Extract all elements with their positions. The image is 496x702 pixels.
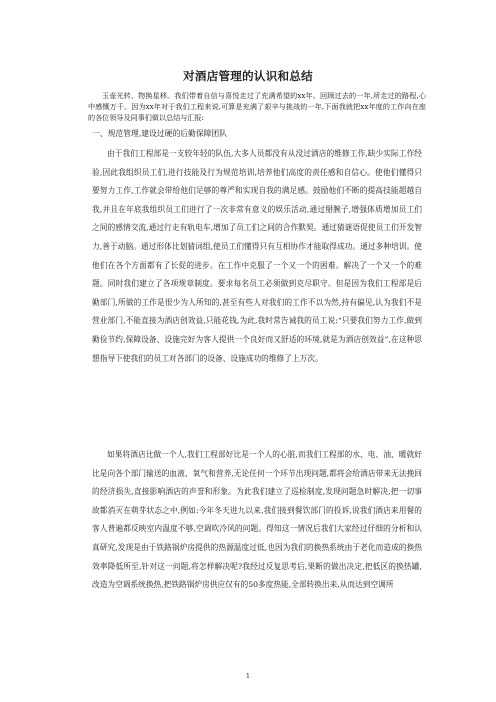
intro-paragraph: 玉壶光转、物换星移。我们带着自信与喜悦走过了充满希望的xx年。回顾过去的一年,所走过的路程,心中感慨万千。因为xx年对于我们工程来说,可算是充满了艰辛与挑战的一年,下面我就把xx年度的工作向在座的各位领导及同事们做以总结与汇报: [88, 91, 426, 122]
page-number: 1 [245, 672, 251, 680]
section-heading: 一、规范管理,建设过硬的后勤保障团队 [92, 129, 228, 138]
body-paragraph-1: 由于我们工程部是一支较年轻的队伍,大多人员都没有从没过酒店的维修工作,缺少实际工作经验,因此我组织员工们,进行技能及行为规范培训,培养他们高度的责任感和自信心。使他们懂得只要努力工作,工作就会带给他们足够的尊严和实现自我的满足感。鼓励他们不断的提高技能超越自我,并且在年底我组织员工们进行了一次非常有意义的娱乐活动,通过掰腕子,增强体质增加员工们之间的感情交流,通过行走有轨电车,增加了员工们之间的合作默契。通过猜谜语促使员工们开发智力,善于动脑。通过形体比划猜词组,使员工们懂得只有互相协作才能取得成功。通过多种培训。使他们在各个方面都有了长促的进步。在工作中克服了一个又一个的困难。解决了一个又一个的难题。同时我们建立了各项规章制度。要求每名员工必须做到克尽职守。但是因为我们工程部是后勤部门,所做的工作是很少为人所知的,甚至有些人对我们的工作不以为然,持有偏见,认为我们不是营业部门,不能直接为酒店创效益,只能花钱,为此,我时常告诫我的员工说:“只要我们努力工作,做到勤俭节约,保障设备、设施完好为客人提供一个良好而又舒适的环境,就是为酒店创效益”,在这种思想指导下使我们的员工对各部门的设备、设施成功的维修了上万次。 [92, 149, 422, 363]
document-title: 对酒店管理的认识和总结 [183, 69, 313, 83]
body-paragraph-2: 如果将酒店比做一个人,我们工程部好比是一个人的心脏,而我们工程部的水、电、油、暖就好比是向各个部门输送的血液、氧气和营养,无论任何一个环节出现问题,都将会给酒店带来无法挽回的经济损失,直接影响酒店的声誉和形象。为此我们建立了巡检制度,发现问题急时解决,把一切事故都消灭在萌芽状态之中,例如:今年冬天进九以来,我们接到餐饮部门的投诉,说我们酒店来用餐的客人普遍都反映室内温度不够,空调吹冷风的问题。得知这一情况后我们大家经过仔细的分析和认真研究,发现是由于铁路锅炉房提供的热源温度过低,也因为我们的换热系统由于老化而造成的换热效率降低所至,针对这一问题,将怎样解决呢?我经过反复思考后,果断的做出决定,把低区的换热罐,改造为空调系统换热,把铁路锅炉房供应仅有的50多度热能,全部转换出来,从而达到空调所 [92, 450, 422, 590]
